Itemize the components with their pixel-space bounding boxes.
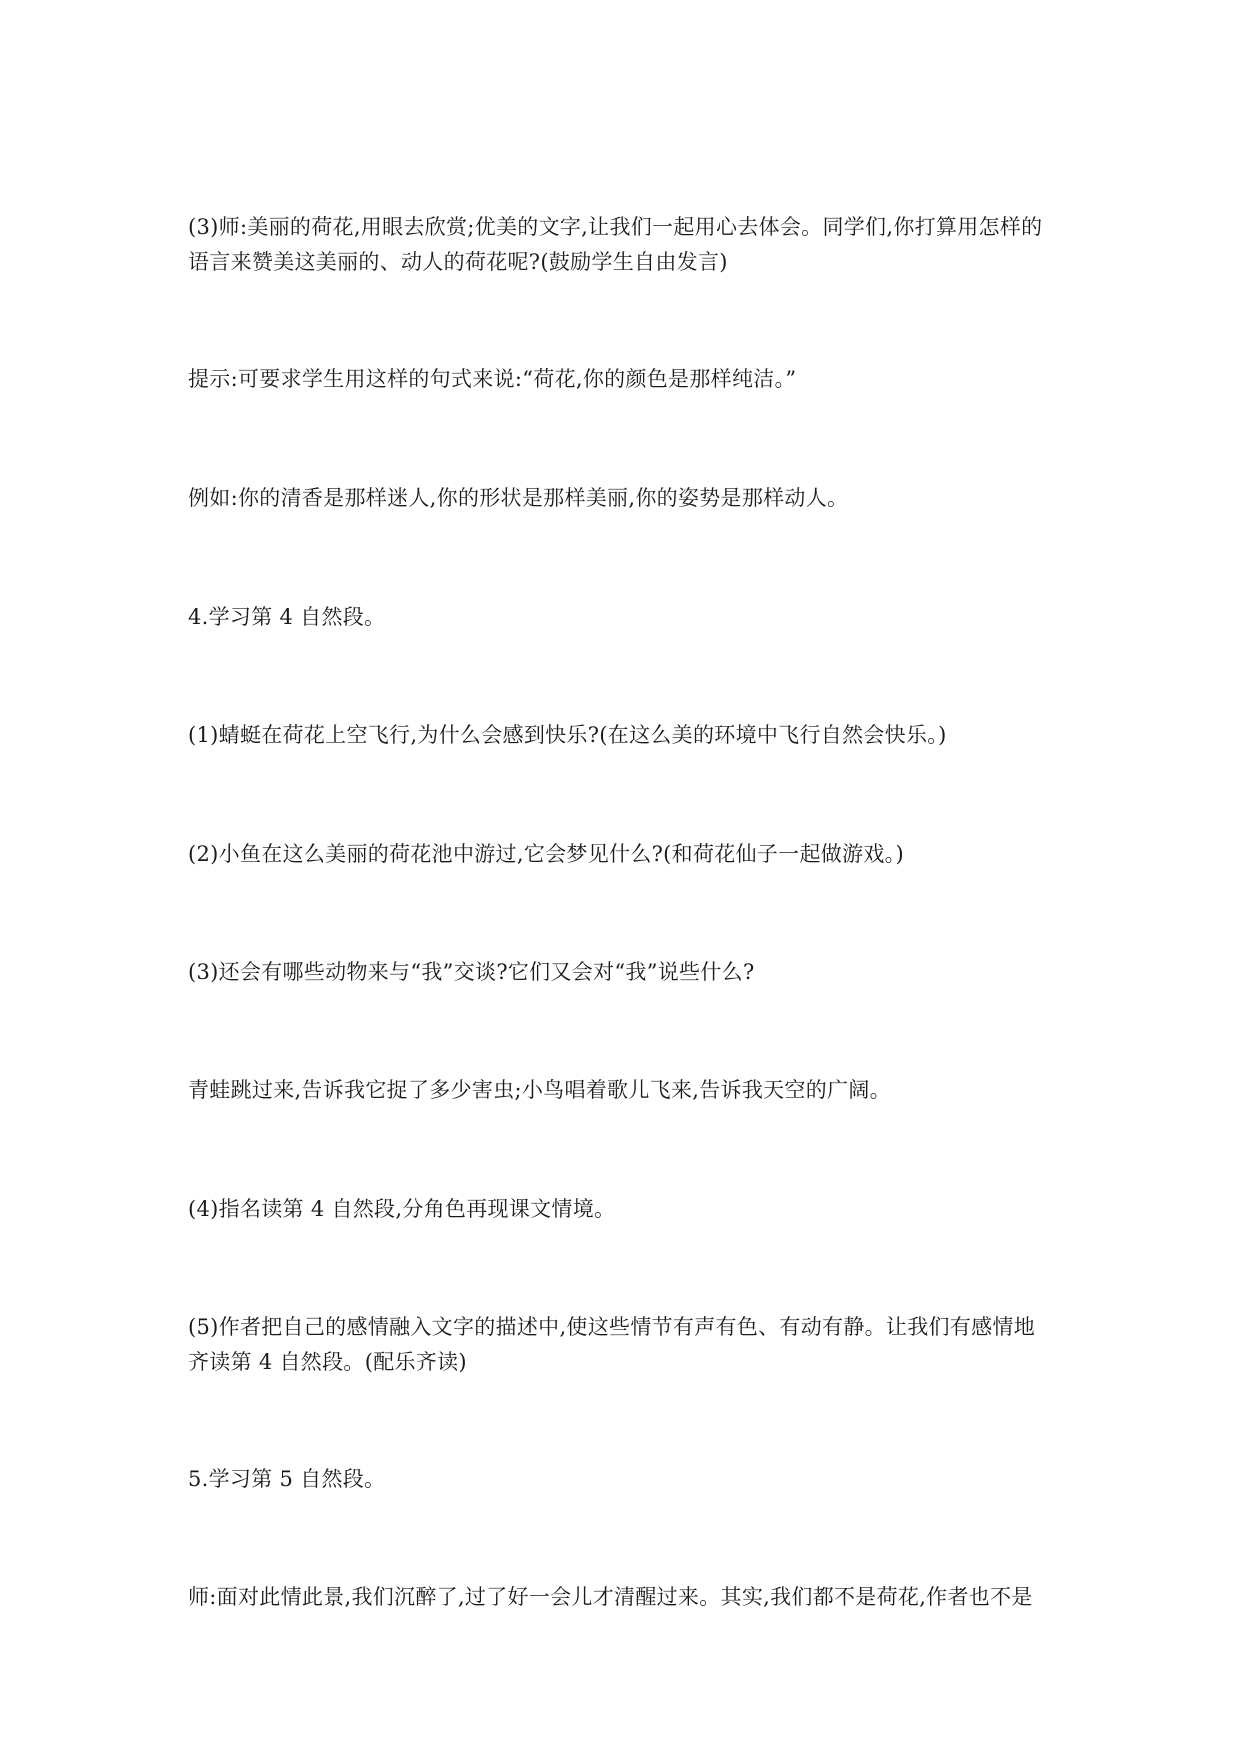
paragraph-line: (5)作者把自己的感情融入文字的描述中,使这些情节有声有色、有动有静。让我们有感情地 (188, 1315, 1036, 1339)
paragraph-question-3 (188, 955, 1068, 990)
section-heading-5 (188, 1462, 1068, 1497)
paragraph-example (188, 481, 1068, 516)
paragraph-line: (3)师:美丽的荷花,用眼去欣赏;优美的文字,让我们一起用心去体会。同学们,你打算用怎样的 (188, 215, 1043, 239)
paragraph-line: (4)指名读第 4 自然段,分角色再现课文情境。 (188, 1197, 616, 1221)
paragraph-question-1 (188, 718, 1068, 753)
paragraph-line: 5.学习第 5 自然段。 (188, 1467, 386, 1491)
paragraph-question-5 (188, 1310, 1068, 1380)
section-heading-4 (188, 600, 1068, 635)
paragraph-line: 语言来赞美这美丽的、动人的荷花呢?(鼓励学生自由发言) (188, 250, 728, 274)
paragraph-answer (188, 1073, 1068, 1108)
paragraph-line: 师:面对此情此景,我们沉醉了,过了好一会儿才清醒过来。其实,我们都不是荷花,作者也不是 (188, 1585, 1033, 1609)
paragraph-line: 提示:可要求学生用这样的句式来说:“荷花,你的颜色是那样纯洁。” (188, 367, 797, 391)
paragraph-line: 齐读第 4 自然段。(配乐齐读) (188, 1350, 467, 1374)
paragraph-line: 例如:你的清香是那样迷人,你的形状是那样美丽,你的姿势是那样动人。 (188, 486, 849, 510)
paragraph-line: (2)小鱼在这么美丽的荷花池中游过,它会梦见什么?(和荷花仙子一起做游戏。) (188, 842, 904, 866)
paragraph-teacher-5 (188, 1580, 1068, 1615)
paragraph-line: (1)蜻蜓在荷花上空飞行,为什么会感到快乐?(在这么美的环境中飞行自然会快乐。) (188, 723, 947, 747)
paragraph-question-2 (188, 837, 1068, 872)
paragraph-hint (188, 362, 1068, 397)
paragraph-teacher-question-3 (188, 210, 1068, 280)
paragraph-line: 4.学习第 4 自然段。 (188, 605, 386, 629)
paragraph-question-4 (188, 1192, 1068, 1227)
paragraph-line: (3)还会有哪些动物来与“我”交谈?它们又会对“我”说些什么? (188, 960, 755, 984)
paragraph-line: 青蛙跳过来,告诉我它捉了多少害虫;小鸟唱着歌儿飞来,告诉我天空的广阔。 (188, 1078, 891, 1102)
